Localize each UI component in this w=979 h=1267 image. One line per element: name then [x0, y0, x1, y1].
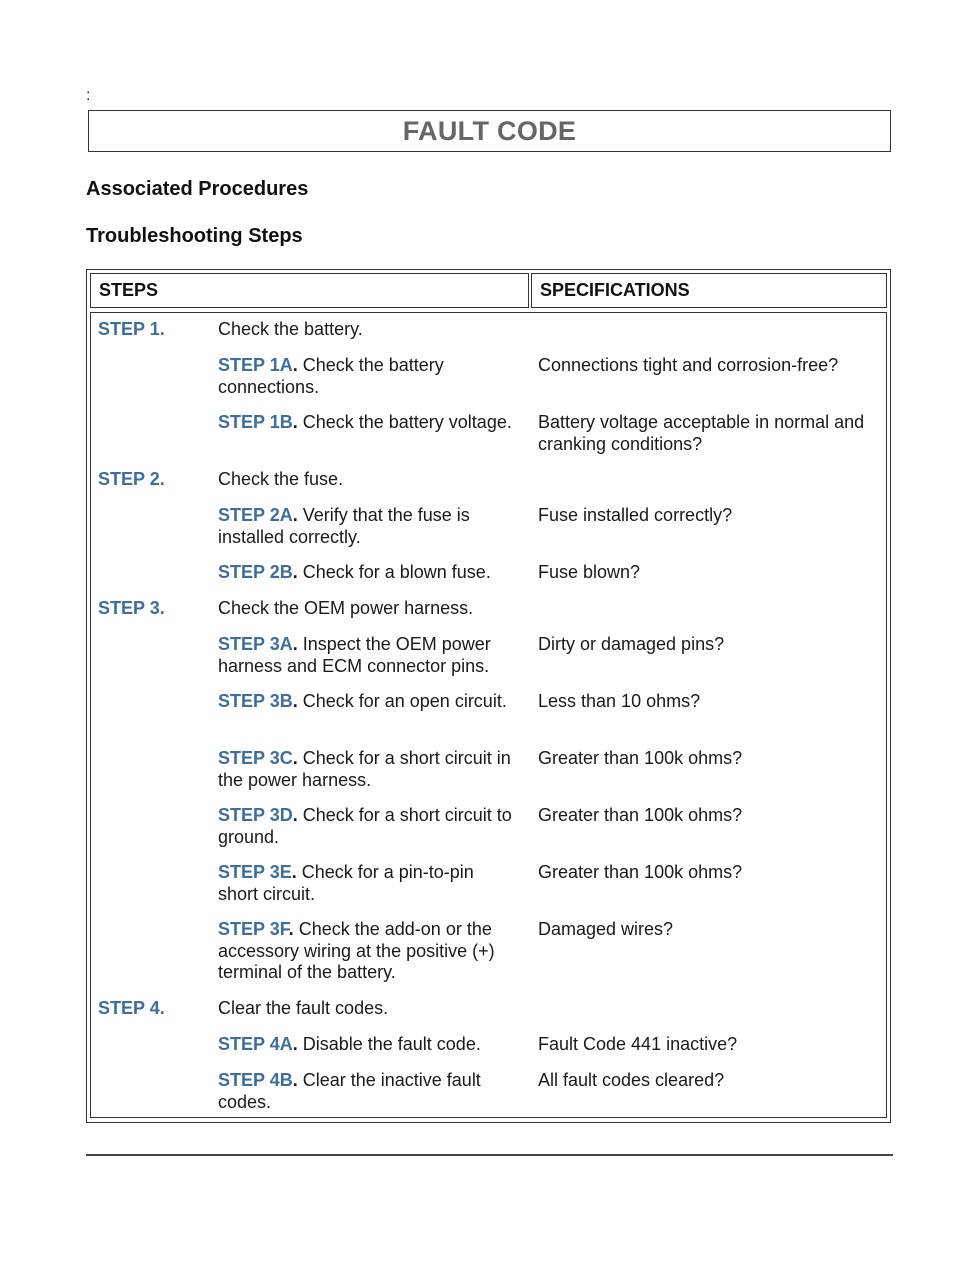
- substep-id: STEP 2A: [218, 505, 293, 525]
- page-title: FAULT CODE: [402, 115, 577, 146]
- substep-text: Check for an open circuit.: [297, 691, 507, 711]
- specification: All fault codes cleared?: [538, 1070, 725, 1090]
- substep-id: STEP 3E: [218, 862, 292, 882]
- specification: Greater than 100k ohms?: [538, 805, 743, 825]
- substep-description: STEP 4A. Disable the fault code.: [218, 1034, 481, 1054]
- substep-text: Check for a pin-to-pin short circuit.: [218, 862, 474, 904]
- substep-id: STEP 1B: [218, 412, 293, 432]
- substep-description: STEP 1A. Check the battery connections.: [218, 355, 444, 397]
- column-header-specifications: SPECIFICATIONS: [531, 273, 887, 308]
- step-description: Check the OEM power harness.: [218, 598, 474, 618]
- substep-description: STEP 3D. Check for a short circuit to ground.: [218, 805, 512, 847]
- leading-colon: :: [86, 87, 91, 104]
- specification: Damaged wires?: [538, 919, 674, 939]
- specification: Greater than 100k ohms?: [538, 862, 743, 882]
- specification: Fuse installed correctly?: [538, 505, 733, 525]
- specification: Connections tight and corrosion-free?: [538, 355, 839, 375]
- step-description: Check the battery.: [218, 319, 363, 339]
- substep-text: Inspect the OEM power harness and ECM connector pins.: [218, 634, 491, 676]
- substep-text: Check the battery voltage.: [297, 412, 512, 432]
- substep-description: STEP 1B. Check the battery voltage.: [218, 412, 512, 432]
- specification: Battery voltage acceptable in normal and cranking conditions?: [538, 412, 865, 454]
- specification: Fuse blown?: [538, 562, 641, 582]
- step-number: STEP 4.: [98, 998, 165, 1018]
- specification: Less than 10 ohms?: [538, 691, 701, 711]
- substep-description: STEP 2B. Check for a blown fuse.: [218, 562, 491, 582]
- step-number: STEP 2.: [98, 469, 165, 489]
- substep-description: STEP 3A. Inspect the OEM power harness and ECM connector pins.: [218, 634, 491, 676]
- substep-description: STEP 3C. Check for a short circuit in the power harness.: [218, 748, 511, 790]
- step-description: Check the fuse.: [218, 469, 344, 489]
- substep-description: STEP 3F. Check the add-on or the accessory wiring at the positive (+) terminal of the battery.: [218, 919, 495, 982]
- step-number: STEP 3.: [98, 598, 165, 618]
- substep-id: STEP 3D: [218, 805, 293, 825]
- column-header-steps: STEPS: [90, 273, 529, 308]
- troubleshooting-steps-heading: Troubleshooting Steps: [86, 225, 303, 247]
- substep-text: Check for a short circuit to ground.: [218, 805, 512, 847]
- substep-id: STEP 4A: [218, 1034, 293, 1054]
- substep-id: STEP 3B: [218, 691, 293, 711]
- step-description: Clear the fault codes.: [218, 998, 389, 1018]
- substep-id: STEP 1A: [218, 355, 293, 375]
- substep-description: STEP 4B. Clear the inactive fault codes.: [218, 1070, 481, 1112]
- specification: Greater than 100k ohms?: [538, 748, 743, 768]
- substep-text: Check the add-on or the accessory wiring at the positive (+) terminal of the battery.: [218, 919, 495, 982]
- specification: Dirty or damaged pins?: [538, 634, 725, 654]
- associated-procedures-heading: Associated Procedures: [86, 178, 309, 200]
- substep-description: STEP 3B. Check for an open circuit.: [218, 691, 507, 711]
- substep-id: STEP 2B: [218, 562, 293, 582]
- specification: Fault Code 441 inactive?: [538, 1034, 738, 1054]
- substep-text: Check the battery connections.: [218, 355, 444, 397]
- substep-id: STEP 3F: [218, 919, 289, 939]
- substep-description: STEP 3E. Check for a pin-to-pin short circuit.: [218, 862, 474, 904]
- substep-id: STEP 3A: [218, 634, 293, 654]
- substep-text: Check for a short circuit in the power harness.: [218, 748, 511, 790]
- substep-text: Disable the fault code.: [297, 1034, 481, 1054]
- substep-text: Clear the inactive fault codes.: [218, 1070, 481, 1112]
- title-box: [88, 110, 891, 152]
- substep-id: STEP 3C: [218, 748, 293, 768]
- troubleshooting-table: [86, 269, 891, 1123]
- table-body: [90, 312, 887, 1118]
- substep-id: STEP 4B: [218, 1070, 293, 1090]
- substep-description: STEP 2A. Verify that the fuse is installed correctly.: [218, 505, 470, 547]
- bottom-divider: [86, 1154, 893, 1156]
- substep-text: Check for a blown fuse.: [297, 562, 491, 582]
- substep-text: Verify that the fuse is installed correctly.: [218, 505, 470, 547]
- step-number: STEP 1.: [98, 319, 165, 339]
